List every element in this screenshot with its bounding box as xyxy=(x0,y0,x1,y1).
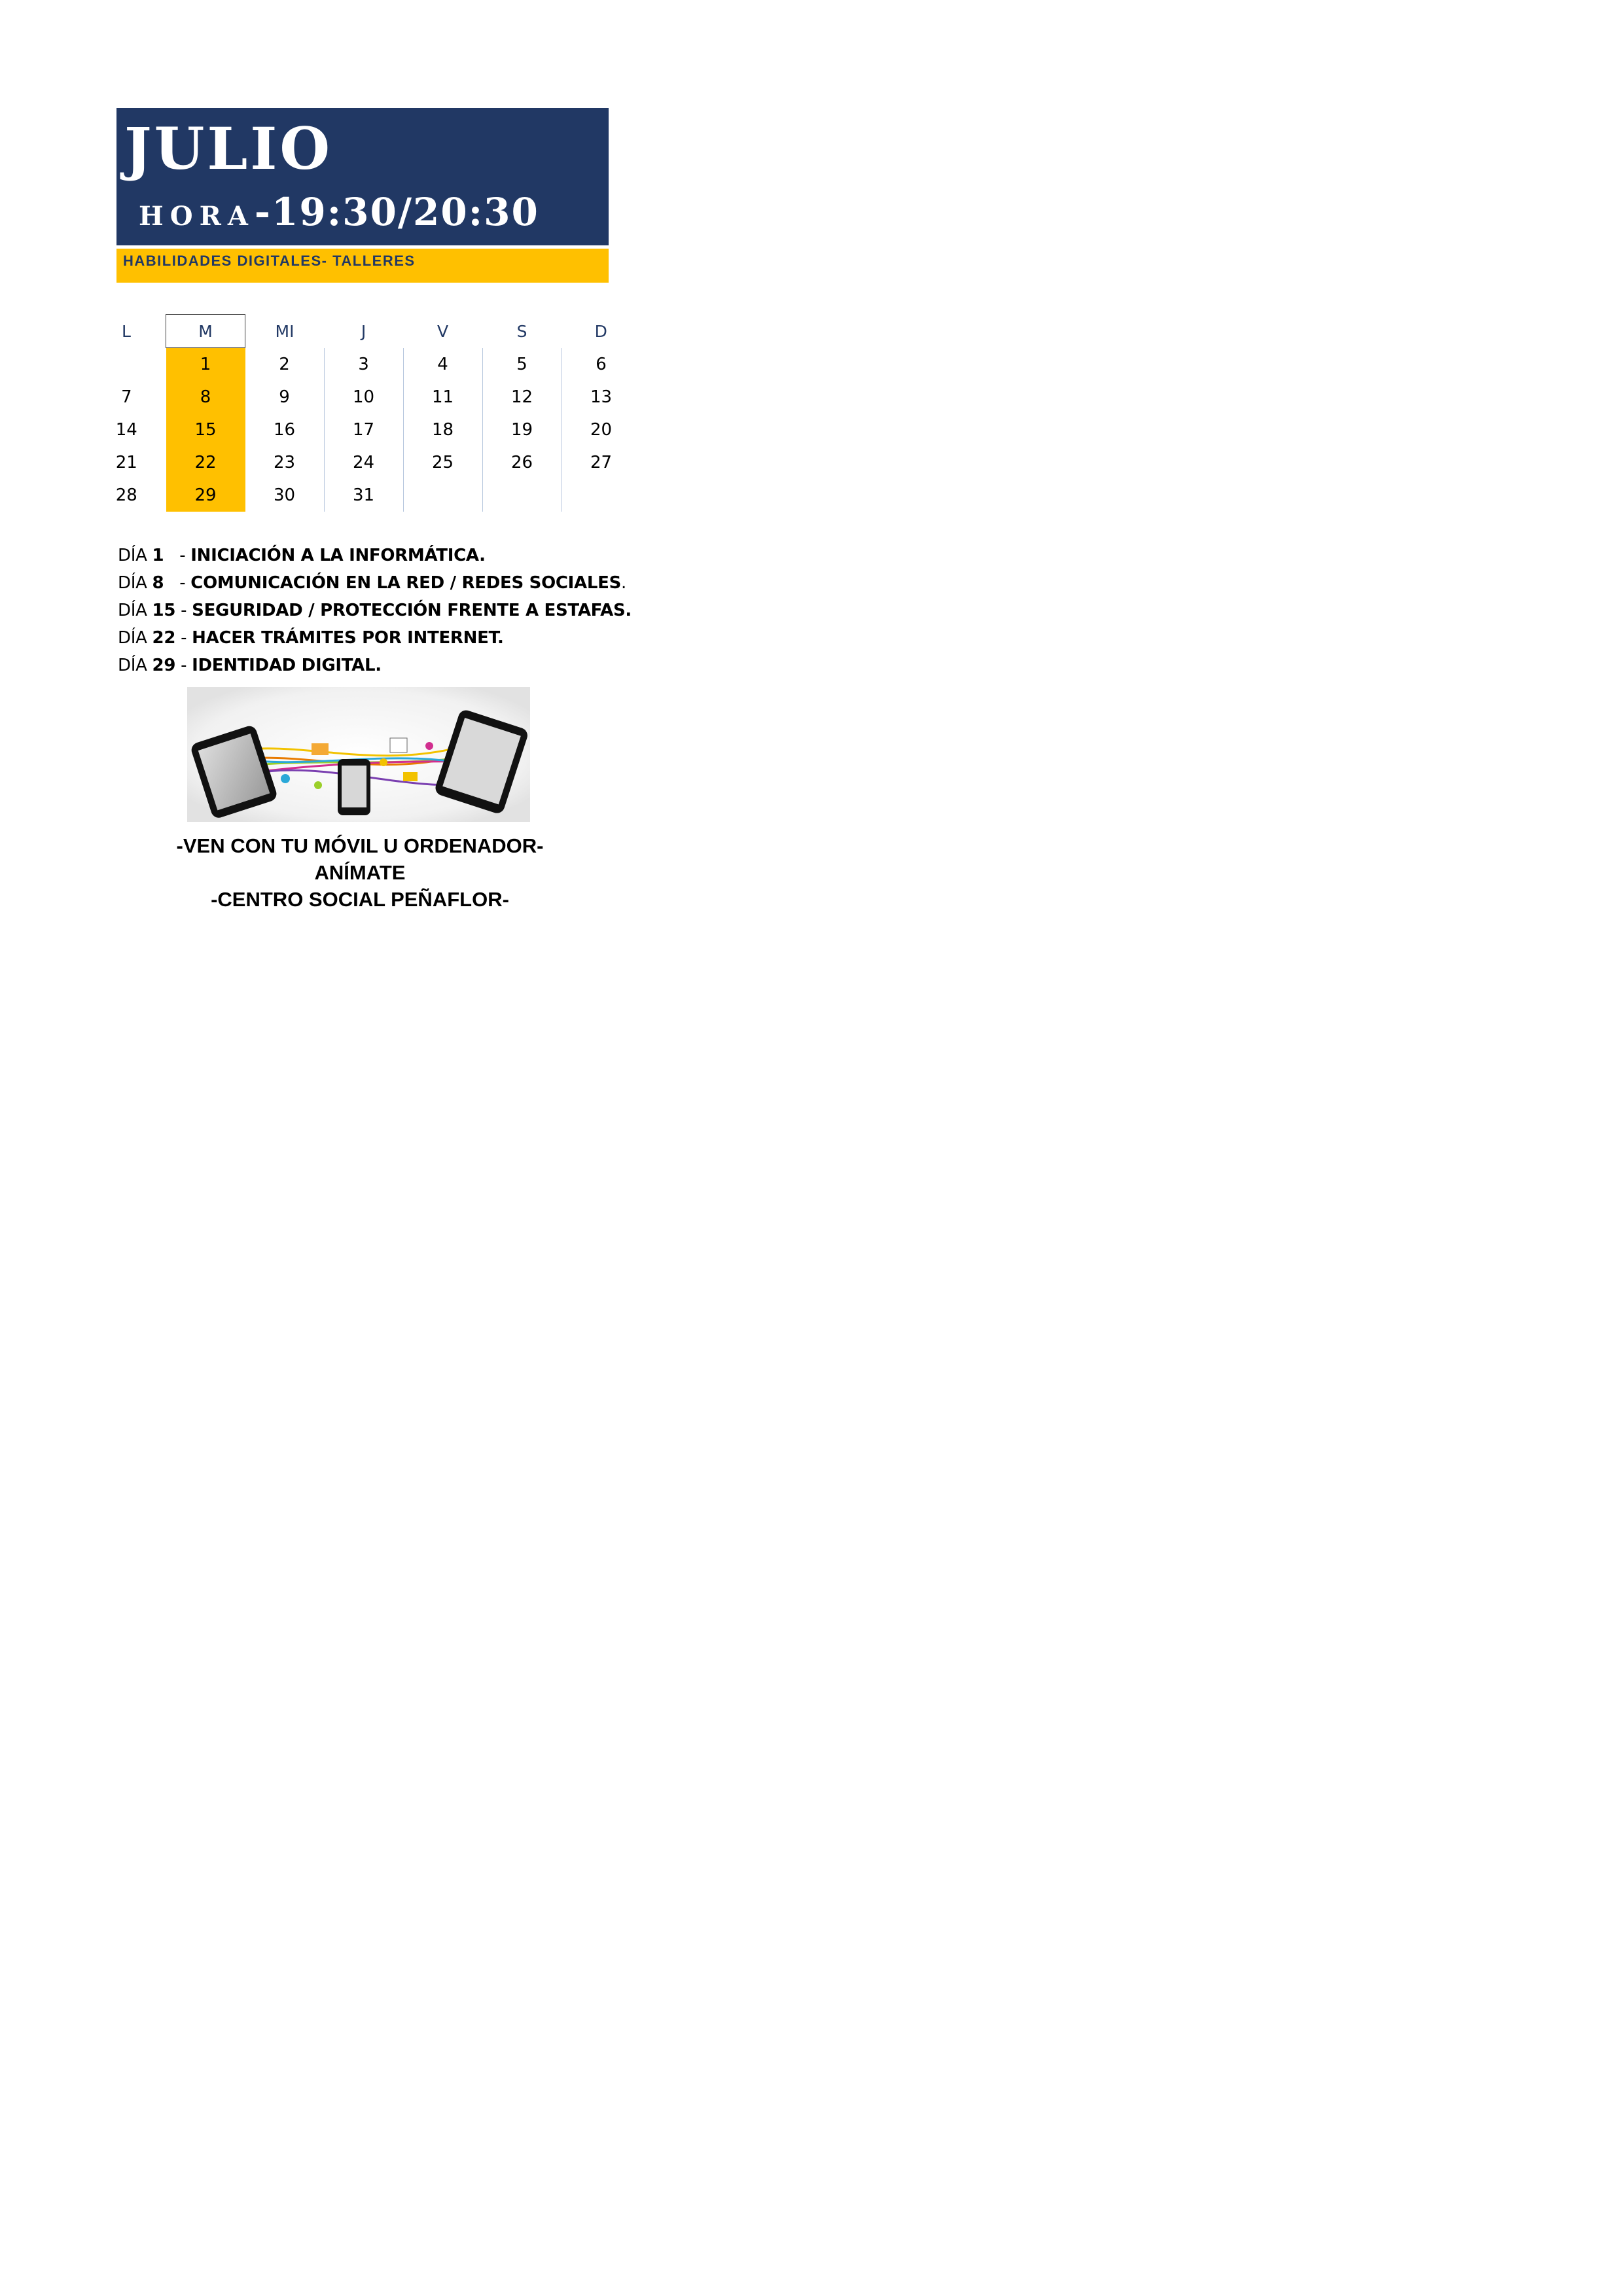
workshop-topic xyxy=(118,569,632,597)
topic-day-prefix: DÍA xyxy=(118,628,152,648)
subtitle-bar xyxy=(116,249,609,283)
calendar-day: 3 xyxy=(324,348,403,381)
workshop-topic xyxy=(118,624,632,652)
topic-separator: - xyxy=(164,546,191,565)
calendar-day: 19 xyxy=(482,414,562,446)
month-title: JULIO xyxy=(124,115,333,183)
workshop-topic-list xyxy=(118,542,632,679)
calendar-day: 9 xyxy=(245,381,325,414)
calendar-day: 20 xyxy=(590,420,613,440)
topic-separator: - xyxy=(175,628,192,648)
weekday-label: L xyxy=(122,321,131,341)
topic-title: INICIACIÓN A LA INFORMÁTICA. xyxy=(190,546,486,565)
calendar-day: 16 xyxy=(245,414,325,446)
weekday-label: D xyxy=(594,321,607,341)
calendar-day: 4 xyxy=(403,348,482,381)
calendar-day: 31 xyxy=(324,479,403,512)
weekday-label: V xyxy=(437,321,449,341)
schedule-time xyxy=(139,190,539,234)
cta-line-encourage: ANÍMATE xyxy=(314,861,406,884)
topic-day-prefix: DÍA xyxy=(118,573,152,593)
cta-line-venue: -CENTRO SOCIAL PEÑAFLOR- xyxy=(211,888,509,911)
calendar-day: 11 xyxy=(403,381,482,414)
topic-title: HACER TRÁMITES POR INTERNET. xyxy=(192,628,504,648)
topic-day-number: 22 xyxy=(152,628,176,648)
calendar-day: 7 xyxy=(120,387,132,407)
calendar-day: 27 xyxy=(590,453,613,472)
workshop-topic xyxy=(118,652,632,679)
topic-separator: - xyxy=(164,573,191,593)
workshop-topic xyxy=(118,542,632,569)
calendar-day: 5 xyxy=(482,348,562,381)
calendar-day-workshop: 1 xyxy=(166,348,245,381)
time-label: HORA xyxy=(139,201,255,232)
calendar-day: 26 xyxy=(482,446,562,479)
calendar-day-workshop: 8 xyxy=(166,381,245,414)
calendar-day: 17 xyxy=(324,414,403,446)
smartphone-center-icon xyxy=(338,759,370,815)
calendar-day xyxy=(482,479,562,512)
cta-line-device: -VEN CON TU MÓVIL U ORDENADOR- xyxy=(176,834,544,857)
calendar-day: 12 xyxy=(482,381,562,414)
calendar-week xyxy=(87,414,641,446)
calendar-day: 25 xyxy=(403,446,482,479)
calendar-day: 14 xyxy=(115,420,137,440)
calendar-day: 10 xyxy=(324,381,403,414)
calendar-day: 23 xyxy=(245,446,325,479)
topic-tail: . xyxy=(621,573,626,593)
topic-title: SEGURIDAD / PROTECCIÓN FRENTE A ESTAFAS. xyxy=(192,601,632,620)
calendar-day-workshop: 29 xyxy=(166,479,245,512)
title-banner xyxy=(116,108,609,245)
weekday-label: MI xyxy=(275,321,294,341)
topic-day-number: 29 xyxy=(152,656,176,675)
calendar-week xyxy=(87,446,641,479)
time-value: -19:30/20:30 xyxy=(254,190,539,234)
weekday-label-highlighted: M xyxy=(166,315,245,348)
topic-title: COMUNICACIÓN EN LA RED / REDES SOCIALES xyxy=(190,573,622,593)
connected-devices-illustration xyxy=(187,687,530,822)
topic-day-prefix: DÍA xyxy=(118,656,152,675)
calendar-day xyxy=(87,348,166,381)
calendar-day: 28 xyxy=(115,486,137,505)
calendar-day: 13 xyxy=(590,387,613,407)
calendar-day-workshop: 22 xyxy=(166,446,245,479)
subtitle: HABILIDADES DIGITALES- TALLERES xyxy=(123,253,416,269)
weekday-label: S xyxy=(516,321,527,341)
calendar-week xyxy=(87,479,641,512)
topic-day-number: 8 xyxy=(152,573,164,593)
calendar-week xyxy=(87,348,641,381)
calendar-grid xyxy=(87,314,641,512)
call-to-action xyxy=(0,832,720,913)
calendar-day: 18 xyxy=(403,414,482,446)
calendar-day: 6 xyxy=(596,354,607,374)
calendar-day xyxy=(562,479,641,512)
calendar-day: 24 xyxy=(324,446,403,479)
topic-separator: - xyxy=(175,656,192,675)
workshop-topic xyxy=(118,597,632,624)
topic-day-number: 15 xyxy=(152,601,176,620)
weekday-header-row xyxy=(87,315,641,348)
topic-day-number: 1 xyxy=(152,546,164,565)
calendar-day-workshop: 15 xyxy=(166,414,245,446)
calendar-day: 2 xyxy=(245,348,325,381)
topic-day-prefix: DÍA xyxy=(118,546,152,565)
topic-day-prefix: DÍA xyxy=(118,601,152,620)
weekday-label: J xyxy=(361,321,366,341)
calendar-day xyxy=(403,479,482,512)
topic-title: IDENTIDAD DIGITAL. xyxy=(192,656,382,675)
calendar-day: 30 xyxy=(245,479,325,512)
calendar-week xyxy=(87,381,641,414)
calendar-day: 21 xyxy=(115,453,137,472)
topic-separator: - xyxy=(175,601,192,620)
